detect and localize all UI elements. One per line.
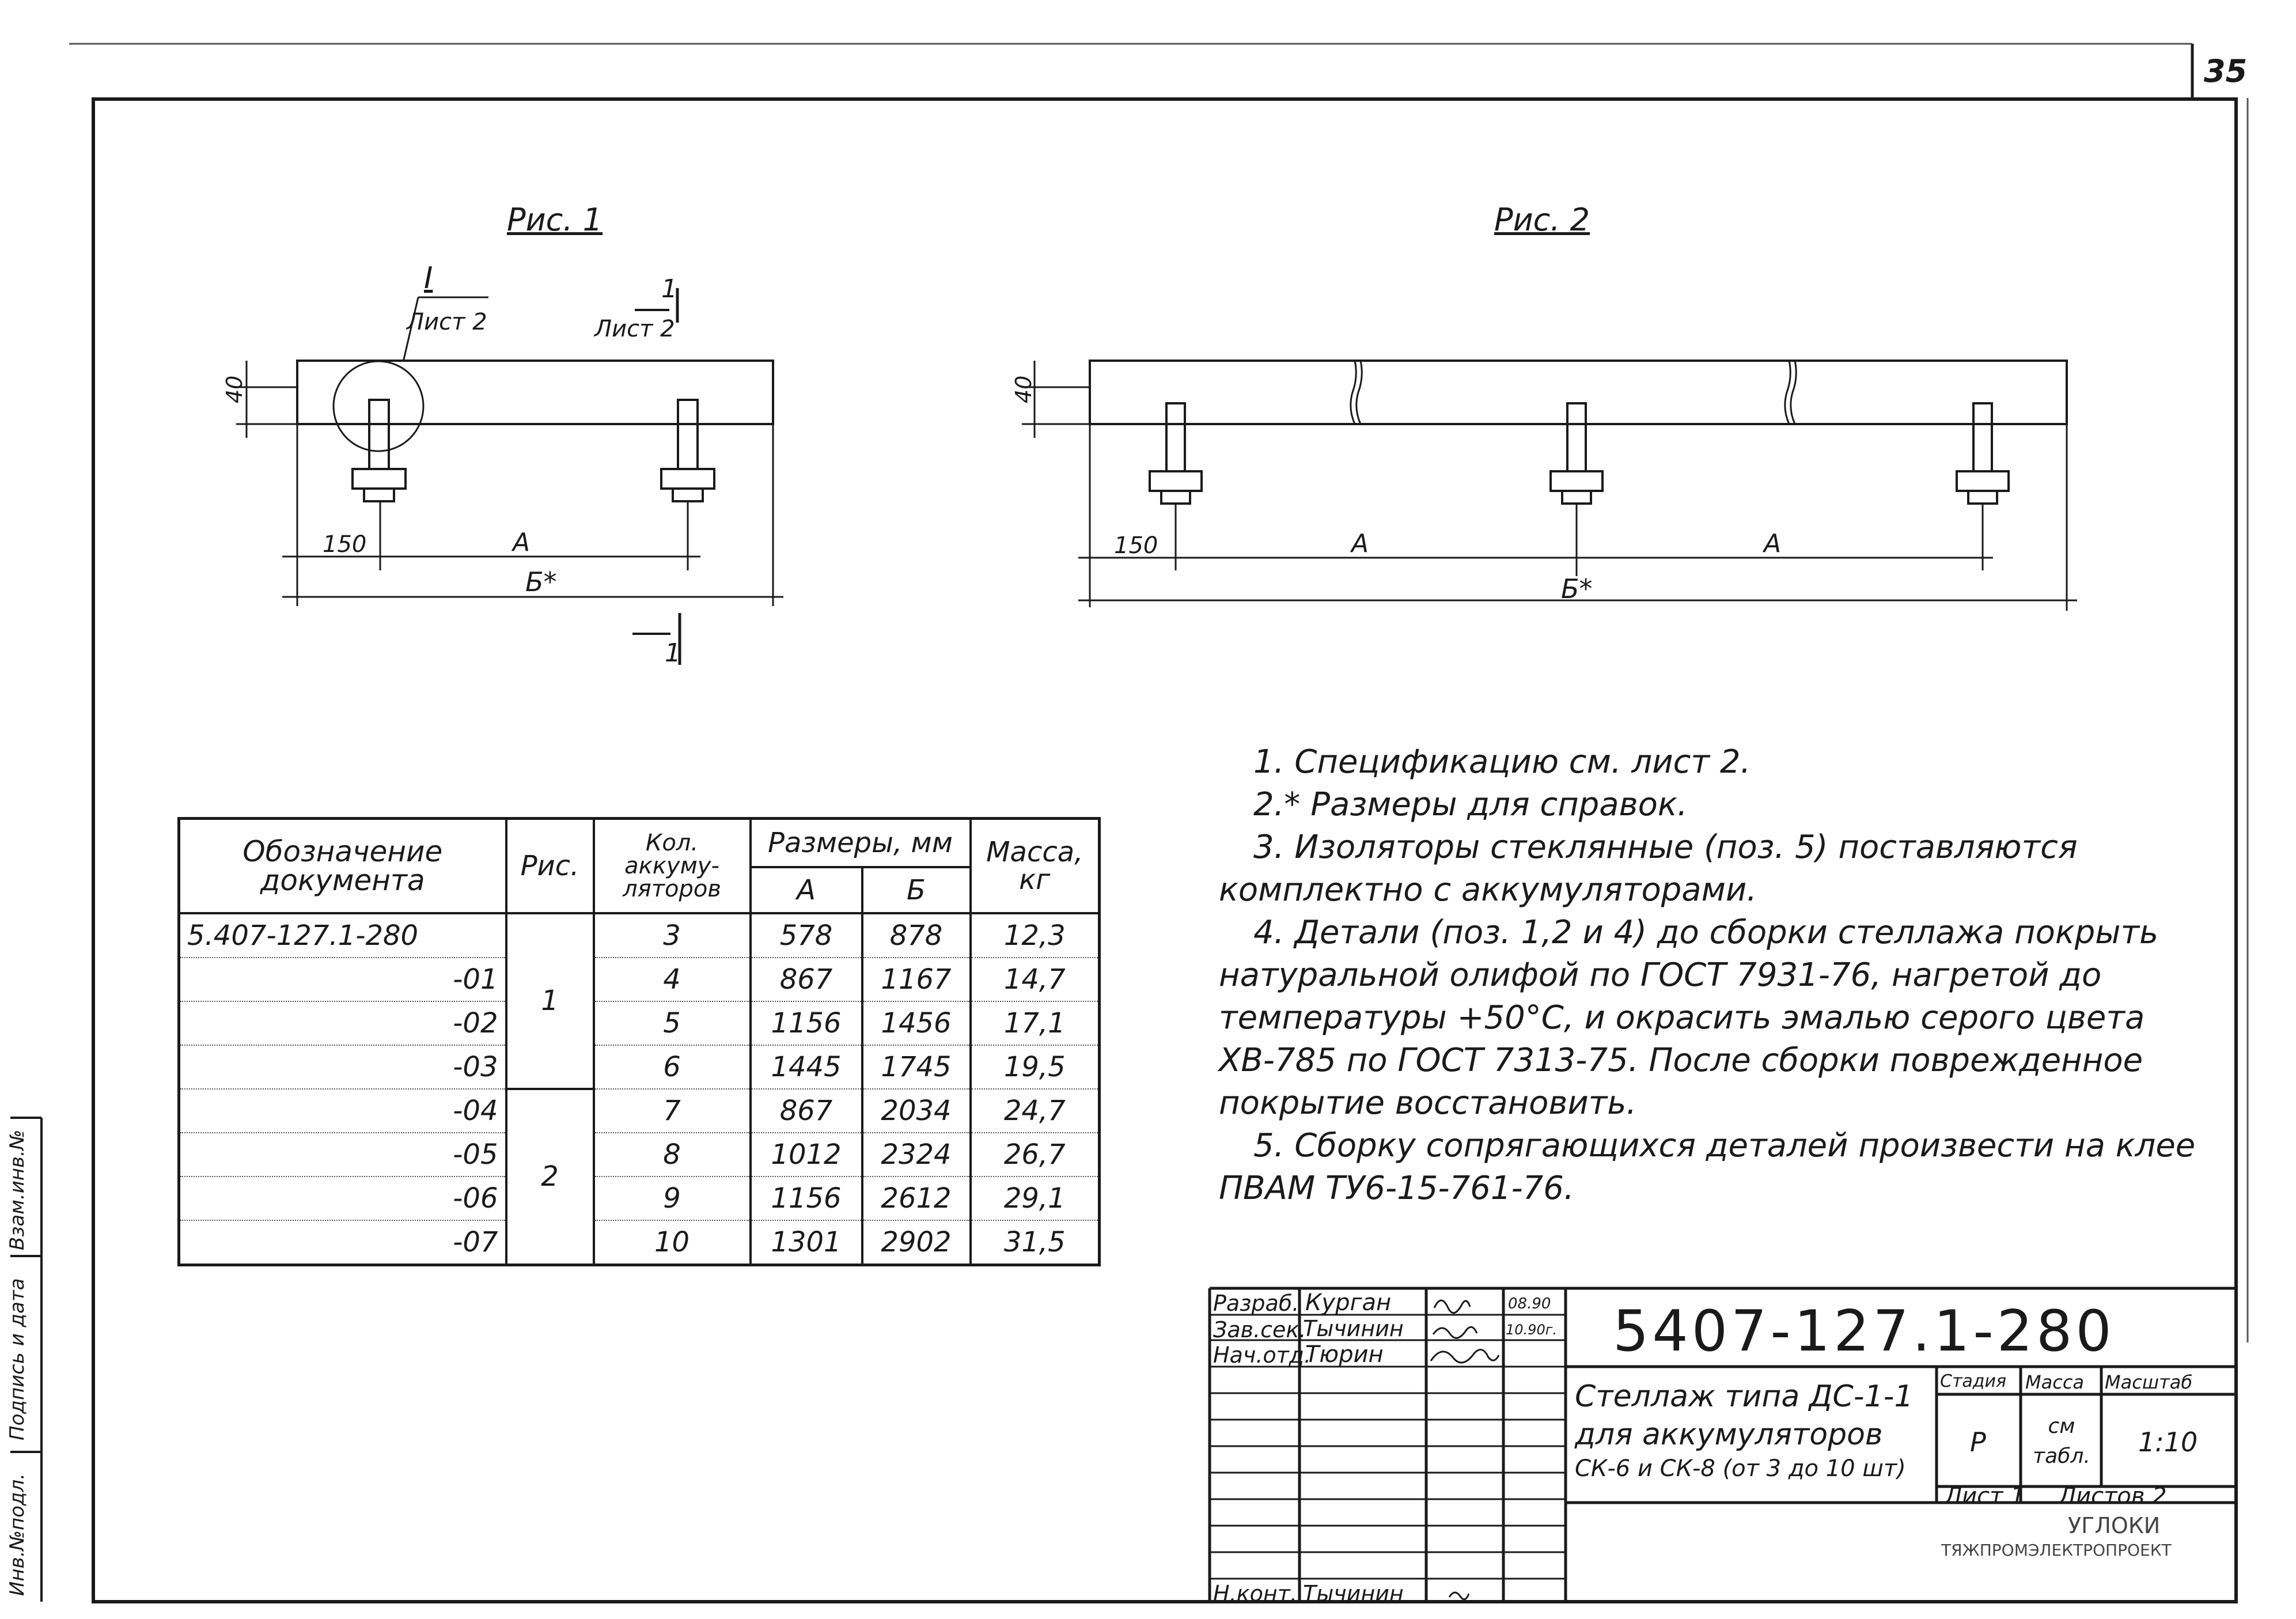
tb-check-role: Н.конт. bbox=[1213, 1581, 1297, 1606]
table-row: -02 5 1156 1456 17,1 bbox=[179, 1001, 1100, 1045]
tb-doc-code: 5407-127.1-280 bbox=[1613, 1299, 2115, 1364]
tb-name-2: Тычинин bbox=[1303, 1316, 1404, 1341]
tb-scale-value: 1:10 bbox=[2138, 1427, 2198, 1458]
table-row: -01 4 867 1167 14,7 bbox=[179, 958, 1100, 1001]
table-row: -05 8 1012 2324 26,7 bbox=[179, 1133, 1100, 1177]
table-row: -07 10 1301 2902 31,5 bbox=[179, 1220, 1100, 1265]
tb-title-line-3: СК-6 и СК-8 (от 3 до 10 шт) bbox=[1575, 1455, 1906, 1482]
fig1-drawing bbox=[219, 254, 795, 680]
header-dimensions: Размеры, мм bbox=[751, 819, 971, 867]
fig1-title: Рис. 1 bbox=[507, 202, 603, 238]
figure-group-2: 2 bbox=[506, 1089, 594, 1265]
tb-org-line-2: ТЯЖПРОМЭЛЕКТРОПРОЕКТ bbox=[1941, 1541, 2172, 1560]
tb-date-2: 10.90г. bbox=[1506, 1322, 1557, 1338]
table-row: 5.407-127.1-280 1 3 578 878 12,3 bbox=[179, 913, 1100, 958]
tb-stage-label: Стадия bbox=[1940, 1371, 2007, 1391]
note-1: 1. Спецификацию см. лист 2. bbox=[1253, 743, 1751, 781]
fig1-section-mark-top: 1 bbox=[661, 274, 677, 304]
side-stamp-replacement: Взам.инв.№ bbox=[6, 1129, 29, 1250]
fig2-insulator-1 bbox=[1150, 403, 1202, 504]
side-stamp-inventory: Инв.№подл. bbox=[6, 1473, 29, 1596]
fig1-dim-span: А bbox=[513, 528, 531, 557]
header-dim-b: Б bbox=[862, 867, 971, 913]
tb-sheets-label: Листов 2 bbox=[2059, 1483, 2167, 1510]
fig1-callout-sheet: Лист 2 bbox=[407, 309, 487, 335]
header-figure: Рис. bbox=[506, 819, 594, 913]
tb-name-3: Тюрин bbox=[1305, 1341, 1384, 1368]
tb-mass-value: см табл. bbox=[2033, 1414, 2090, 1468]
note-5: 5. Сборку сопрягающихся деталей произвести на клее ПВАМ ТУ6-15-761-76. bbox=[1219, 1127, 2196, 1207]
spec-table bbox=[177, 817, 1101, 1266]
fig1-section-mark-bottom: 1 bbox=[665, 638, 681, 668]
side-stamp-signature: Подпись и дата bbox=[6, 1278, 29, 1440]
tb-org-line-1: УГЛОКИ bbox=[2068, 1513, 2161, 1538]
fig1-section-sheet: Лист 2 bbox=[594, 316, 675, 342]
fig2-dim-top: 40 bbox=[1011, 375, 1036, 403]
fig1-dim-top: 40 bbox=[222, 375, 247, 403]
tb-title-line-1: Стеллаж типа ДС-1-1 bbox=[1575, 1379, 1914, 1414]
fig1-insulator-right bbox=[661, 400, 714, 501]
tb-role-2: Зав.сек. bbox=[1213, 1317, 1306, 1342]
note-2: 2.* Размеры для справок. bbox=[1253, 786, 1688, 823]
table-row: -06 9 1156 2612 29,1 bbox=[179, 1177, 1100, 1220]
tb-mass-label: Масса bbox=[2025, 1371, 2085, 1393]
fig1-dim-total: Б* bbox=[525, 566, 557, 597]
tb-name-1: Курган bbox=[1305, 1289, 1392, 1316]
fig2-dim-edge: 150 bbox=[1114, 532, 1158, 559]
fig2-insulator-2 bbox=[1551, 403, 1602, 504]
tb-title-line-2: для аккумуляторов bbox=[1575, 1417, 1883, 1452]
fig1-dim-edge: 150 bbox=[323, 531, 367, 558]
table-row: -03 6 1445 1745 19,5 bbox=[179, 1045, 1100, 1089]
tb-role-3: Нач.отд. bbox=[1213, 1342, 1312, 1368]
table-row: -04 2 7 867 2034 24,7 bbox=[179, 1089, 1100, 1133]
fig2-drawing bbox=[1002, 346, 2097, 622]
tb-check-name: Тычинин bbox=[1303, 1581, 1404, 1606]
header-dim-a: А bbox=[751, 867, 862, 913]
notes-block bbox=[1219, 741, 2198, 1210]
fig2-dim-total: Б* bbox=[1561, 573, 1593, 604]
fig2-dim-span-2: А bbox=[1764, 529, 1782, 558]
tb-date-1: 08.90 bbox=[1508, 1295, 1551, 1312]
fig2-title: Рис. 2 bbox=[1494, 202, 1590, 238]
fig2-insulator-3 bbox=[1957, 403, 2009, 504]
tb-sheet-label: Лист 1 bbox=[1945, 1483, 2025, 1510]
header-designation: Обозначение документа bbox=[179, 819, 506, 913]
tb-role-1: Разраб. bbox=[1213, 1291, 1299, 1316]
header-mass: Масса, кг bbox=[971, 819, 1100, 913]
fig2-dim-span-1: А bbox=[1351, 529, 1369, 558]
note-4: 4. Детали (поз. 1,2 и 4) до сборки стеллажа покрыть натуральной олифой по ГОСТ 7931-76, нагретой до температуры +50°С, и окрасить эмалью серого цвета ХВ-785 по ГОСТ 7313-75. После сборки поврежденное покрытие восстановить. bbox=[1219, 914, 2159, 1122]
note-3: 3. Изоляторы стеклянные (поз. 5) поставляются комплектно с аккумуляторами. bbox=[1219, 829, 2078, 909]
header-count: Кол. аккуму-ляторов bbox=[594, 819, 751, 913]
figure-group-1: 1 bbox=[506, 913, 594, 1089]
signature-marks bbox=[1431, 1300, 1499, 1599]
fig1-callout-node: I bbox=[424, 261, 433, 296]
sheet-number: 35 bbox=[2204, 53, 2248, 89]
tb-scale-label: Масштаб bbox=[2105, 1371, 2193, 1393]
tb-stage-value: Р bbox=[1970, 1427, 1986, 1458]
